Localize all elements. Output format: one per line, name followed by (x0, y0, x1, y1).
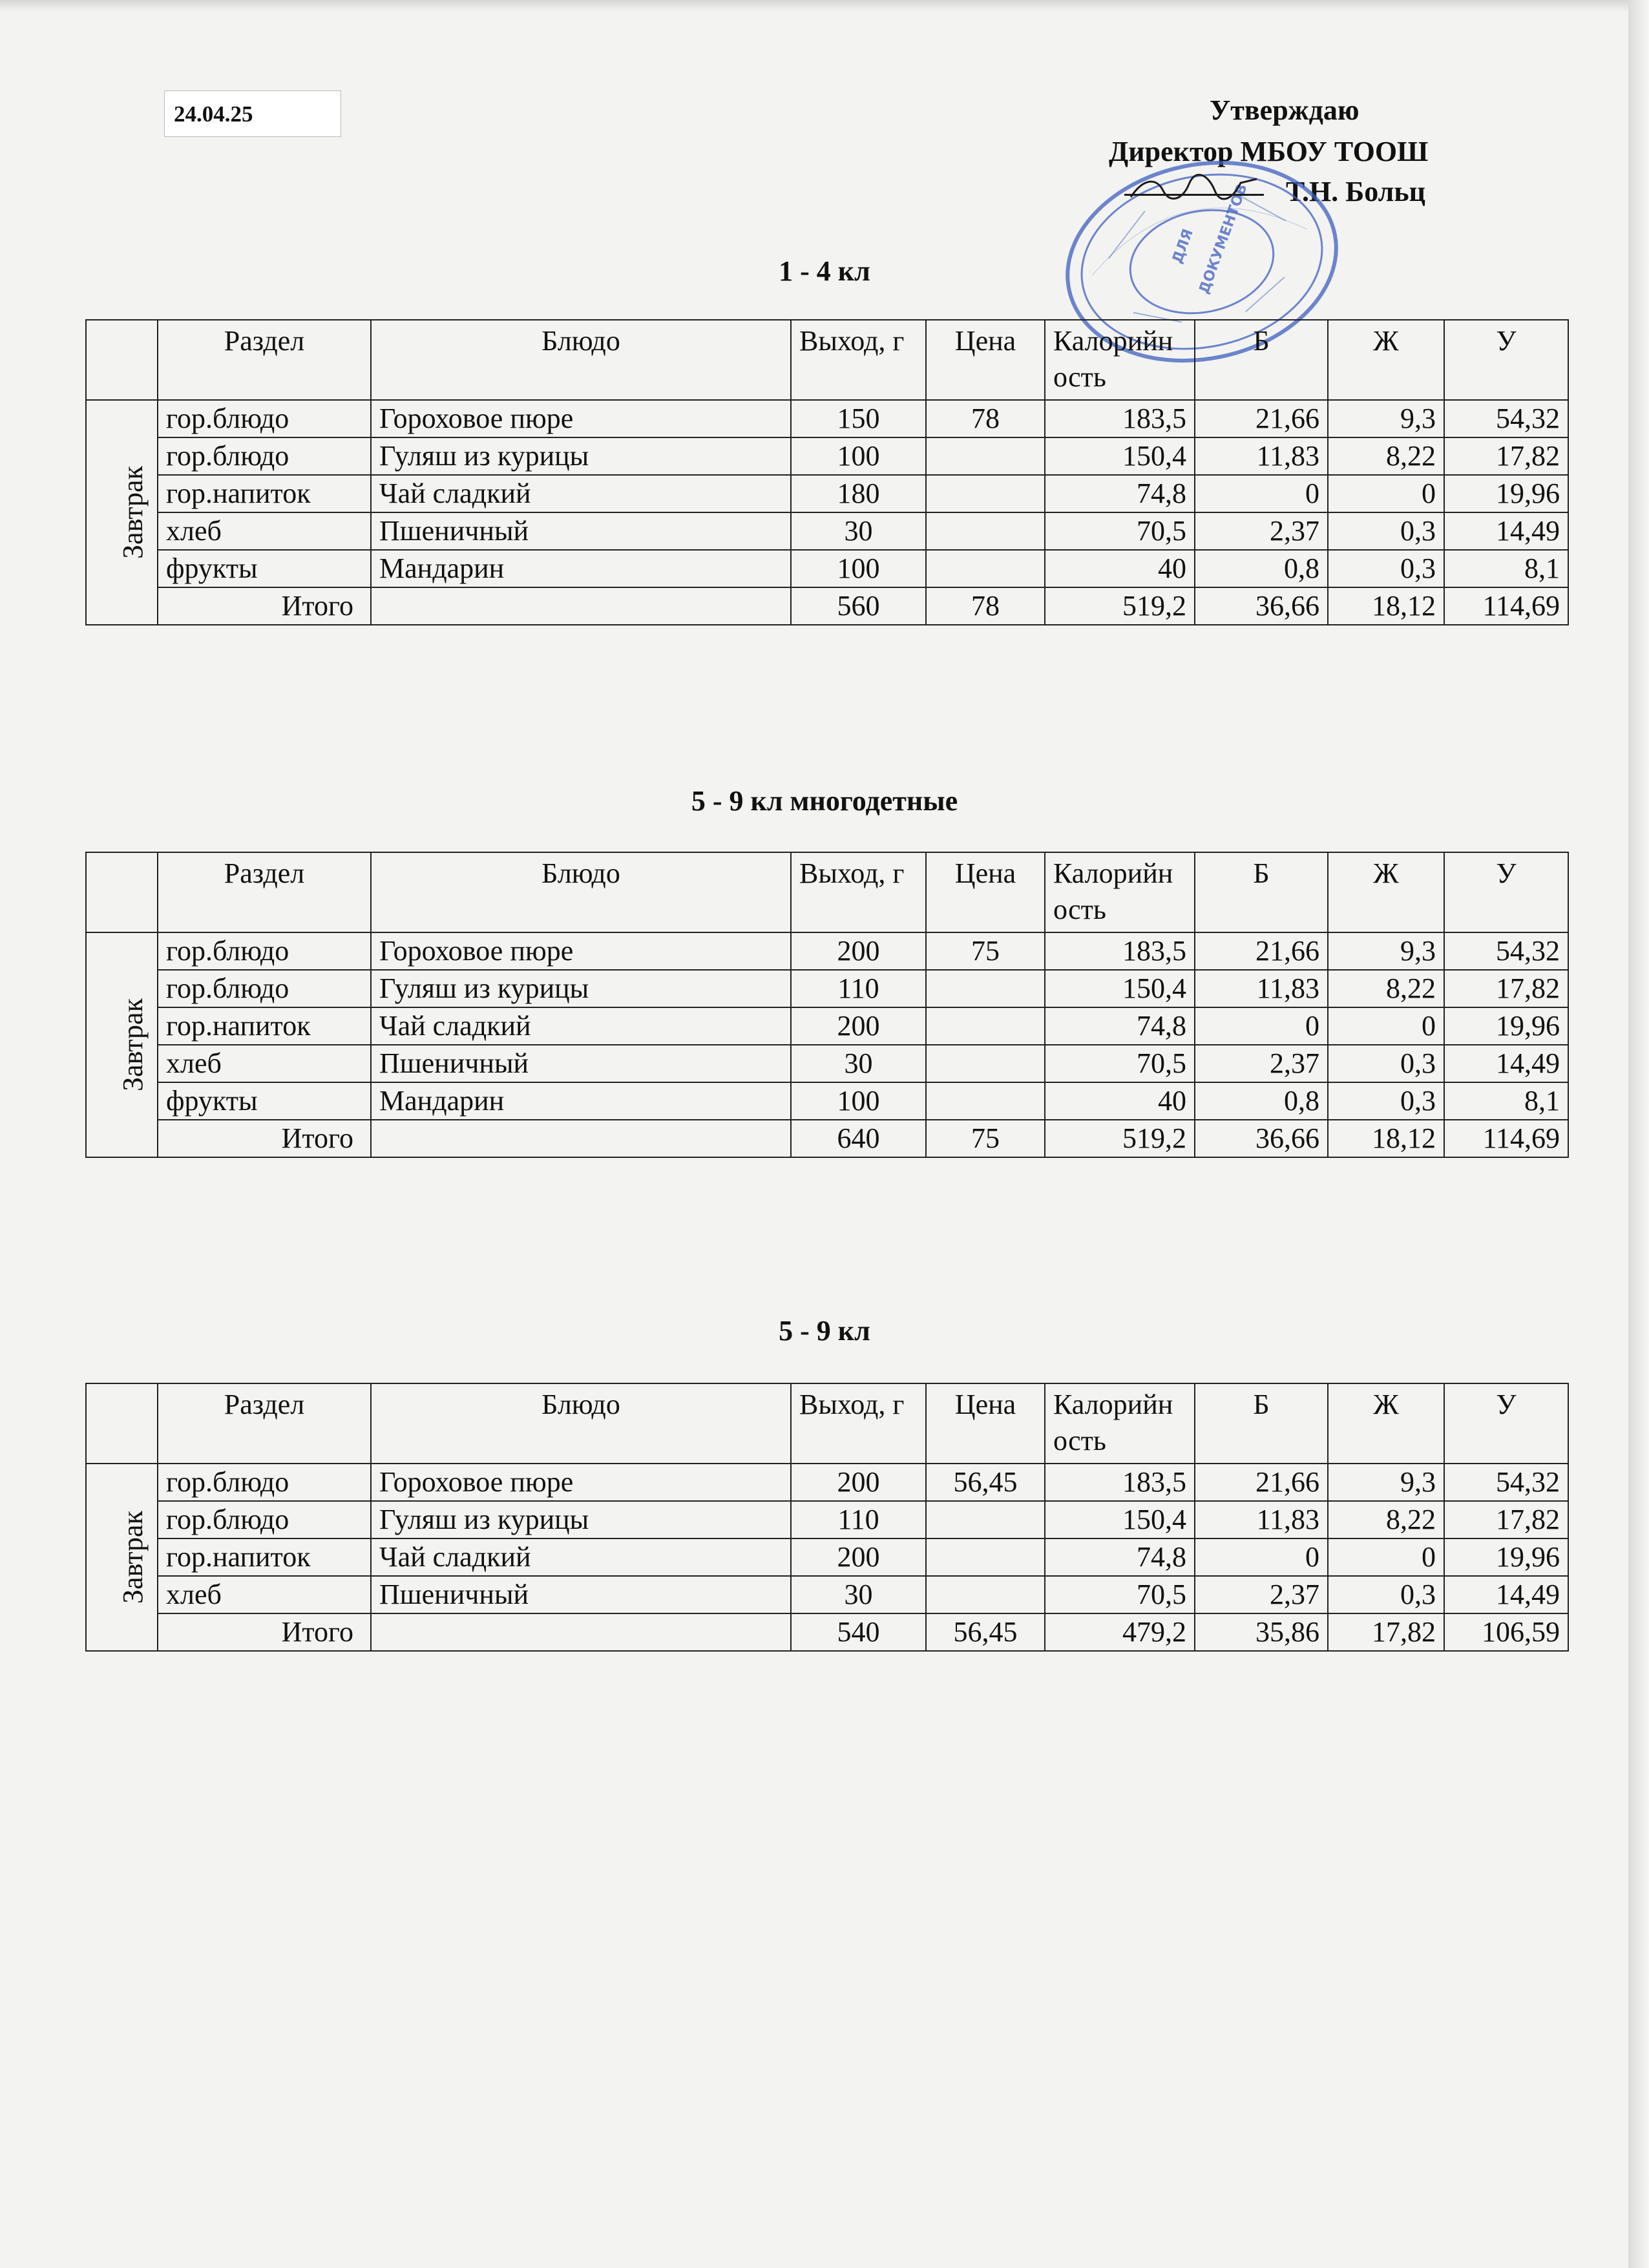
cell-calories: 74,8 (1045, 1007, 1195, 1045)
meal-label: Завтрак (86, 1464, 158, 1651)
table-2-title: 5 - 9 кл многодетные (691, 785, 958, 817)
cell-u: 8,1 (1444, 1082, 1568, 1120)
cell-b: 0 (1195, 475, 1328, 512)
table-row (86, 1082, 1568, 1120)
header-zh: Ж (1328, 1383, 1444, 1464)
header-blank (86, 320, 158, 400)
table-row (86, 1464, 1568, 1501)
cell-price: 56,45 (926, 1464, 1045, 1501)
total-u: 114,69 (1444, 587, 1568, 625)
total-row (86, 1613, 1568, 1651)
header-section: Раздел (158, 852, 371, 932)
table-row (86, 550, 1568, 587)
cell-calories: 74,8 (1045, 475, 1195, 512)
header-price: Цена (926, 320, 1045, 400)
date-box: 24.04.25 (164, 90, 341, 137)
header-dish: Блюдо (371, 1383, 791, 1464)
total-dish-blank (371, 587, 791, 625)
total-calories: 519,2 (1045, 1120, 1195, 1157)
cell-section: гор.блюдо (158, 932, 371, 970)
cell-b: 0 (1195, 1007, 1328, 1045)
cell-calories: 183,5 (1045, 400, 1195, 437)
cell-u: 14,49 (1444, 512, 1568, 550)
table-row (86, 1007, 1568, 1045)
cell-u: 17,82 (1444, 437, 1568, 475)
cell-calories: 70,5 (1045, 1045, 1195, 1082)
cell-yield: 110 (791, 970, 926, 1007)
cell-b: 11,83 (1195, 437, 1328, 475)
total-u: 114,69 (1444, 1120, 1568, 1157)
table-row (86, 1538, 1568, 1576)
cell-dish: Гороховое пюре (371, 400, 791, 437)
cell-zh: 0 (1328, 1538, 1444, 1576)
header-calories: Калорийность (1045, 852, 1195, 932)
cell-zh: 0,3 (1328, 1045, 1444, 1082)
cell-zh: 8,22 (1328, 1501, 1444, 1538)
cell-b: 21,66 (1195, 1464, 1328, 1501)
cell-section: гор.напиток (158, 475, 371, 512)
cell-section: гор.блюдо (158, 437, 371, 475)
cell-price: 78 (926, 400, 1045, 437)
cell-dish: Гуляш из курицы (371, 1501, 791, 1538)
approval-line-director: Директор МБОУ ТООШ (1109, 136, 1429, 167)
cell-zh: 0,3 (1328, 1082, 1444, 1120)
meal-label: Завтрак (86, 932, 158, 1157)
cell-b: 11,83 (1195, 970, 1328, 1007)
cell-dish: Пшеничный (371, 1576, 791, 1613)
cell-price (926, 1007, 1045, 1045)
cell-section: гор.блюдо (158, 1501, 371, 1538)
table-header-row (86, 852, 1568, 932)
cell-b: 21,66 (1195, 400, 1328, 437)
cell-dish: Гуляш из курицы (371, 970, 791, 1007)
total-zh: 18,12 (1328, 587, 1444, 625)
total-b: 36,66 (1195, 1120, 1328, 1157)
header-dish: Блюдо (371, 320, 791, 400)
paper-edge-top (0, 0, 1649, 12)
cell-yield: 100 (791, 437, 926, 475)
cell-section: фрукты (158, 550, 371, 587)
table-1-title: 1 - 4 кл (779, 255, 870, 287)
meal-label: Завтрак (86, 400, 158, 625)
cell-zh: 9,3 (1328, 400, 1444, 437)
cell-zh: 0 (1328, 475, 1444, 512)
cell-price (926, 1082, 1045, 1120)
cell-dish: Гороховое пюре (371, 1464, 791, 1501)
cell-zh: 0,3 (1328, 1576, 1444, 1613)
total-b: 36,66 (1195, 587, 1328, 625)
cell-price (926, 550, 1045, 587)
cell-u: 8,1 (1444, 550, 1568, 587)
total-yield: 560 (791, 587, 926, 625)
cell-u: 54,32 (1444, 1464, 1568, 1501)
cell-b: 11,83 (1195, 1501, 1328, 1538)
cell-zh: 8,22 (1328, 437, 1444, 475)
cell-u: 54,32 (1444, 932, 1568, 970)
cell-price (926, 1501, 1045, 1538)
menu-table-3 (85, 1383, 1569, 1652)
cell-price (926, 1538, 1045, 1576)
approval-line-approve: Утверждаю (1210, 94, 1360, 126)
cell-zh: 9,3 (1328, 1464, 1444, 1501)
cell-u: 17,82 (1444, 1501, 1568, 1538)
cell-zh: 9,3 (1328, 932, 1444, 970)
svg-text:ДОКУМЕНТОВ: ДОКУМЕНТОВ (1196, 182, 1251, 297)
total-calories: 519,2 (1045, 587, 1195, 625)
cell-section: гор.напиток (158, 1538, 371, 1576)
cell-calories: 183,5 (1045, 932, 1195, 970)
table-row (86, 475, 1568, 512)
table-row (86, 970, 1568, 1007)
total-dish-blank (371, 1613, 791, 1651)
cell-yield: 200 (791, 1007, 926, 1045)
cell-u: 19,96 (1444, 1007, 1568, 1045)
cell-yield: 150 (791, 400, 926, 437)
cell-zh: 8,22 (1328, 970, 1444, 1007)
header-section: Раздел (158, 1383, 371, 1464)
cell-b: 0 (1195, 1538, 1328, 1576)
cell-yield: 100 (791, 550, 926, 587)
total-price: 78 (926, 587, 1045, 625)
cell-b: 0,8 (1195, 1082, 1328, 1120)
cell-price: 75 (926, 932, 1045, 970)
total-yield: 540 (791, 1613, 926, 1651)
cell-dish: Пшеничный (371, 512, 791, 550)
cell-b: 0,8 (1195, 550, 1328, 587)
header-calories: Калорийность (1045, 1383, 1195, 1464)
cell-calories: 70,5 (1045, 512, 1195, 550)
cell-section: хлеб (158, 1576, 371, 1613)
cell-calories: 150,4 (1045, 1501, 1195, 1538)
cell-dish: Чай сладкий (371, 1538, 791, 1576)
header-yield: Выход, г (791, 852, 926, 932)
table-row (86, 1045, 1568, 1082)
cell-yield: 110 (791, 1501, 926, 1538)
header-u: У (1444, 852, 1568, 932)
signature-line (1124, 187, 1264, 196)
cell-u: 19,96 (1444, 475, 1568, 512)
cell-price (926, 1576, 1045, 1613)
table-row (86, 512, 1568, 550)
header-blank (86, 852, 158, 932)
cell-yield: 180 (791, 475, 926, 512)
total-label: Итого (158, 1120, 371, 1157)
cell-zh: 0 (1328, 1007, 1444, 1045)
cell-dish: Гороховое пюре (371, 932, 791, 970)
table-row (86, 932, 1568, 970)
cell-dish: Мандарин (371, 1082, 791, 1120)
header-dish: Блюдо (371, 852, 791, 932)
cell-dish: Мандарин (371, 550, 791, 587)
cell-zh: 0,3 (1328, 512, 1444, 550)
table-row (86, 1576, 1568, 1613)
cell-calories: 150,4 (1045, 437, 1195, 475)
total-zh: 18,12 (1328, 1120, 1444, 1157)
cell-dish: Чай сладкий (371, 1007, 791, 1045)
cell-yield: 200 (791, 932, 926, 970)
header-yield: Выход, г (791, 1383, 926, 1464)
cell-section: гор.напиток (158, 1007, 371, 1045)
cell-price (926, 437, 1045, 475)
cell-u: 17,82 (1444, 970, 1568, 1007)
cell-yield: 30 (791, 1576, 926, 1613)
cell-zh: 0,3 (1328, 550, 1444, 587)
table-row (86, 437, 1568, 475)
paper-edge-right (1628, 0, 1649, 2268)
cell-section: гор.блюдо (158, 970, 371, 1007)
cell-b: 2,37 (1195, 1576, 1328, 1613)
table-row (86, 400, 1568, 437)
cell-calories: 40 (1045, 550, 1195, 587)
cell-section: хлеб (158, 512, 371, 550)
menu-table-1 (85, 319, 1569, 625)
header-u: У (1444, 1383, 1568, 1464)
cell-yield: 30 (791, 512, 926, 550)
cell-u: 14,49 (1444, 1045, 1568, 1082)
cell-yield: 30 (791, 1045, 926, 1082)
cell-section: гор.блюдо (158, 1464, 371, 1501)
header-price: Цена (926, 1383, 1045, 1464)
header-calories: Калорийность (1045, 320, 1195, 400)
header-u: У (1444, 320, 1568, 400)
svg-text:ДЛЯ: ДЛЯ (1169, 227, 1197, 266)
cell-price (926, 970, 1045, 1007)
cell-yield: 200 (791, 1464, 926, 1501)
cell-dish: Пшеничный (371, 1045, 791, 1082)
cell-dish: Гуляш из курицы (371, 437, 791, 475)
total-label: Итого (158, 587, 371, 625)
cell-calories: 70,5 (1045, 1576, 1195, 1613)
cell-section: фрукты (158, 1082, 371, 1120)
total-calories: 479,2 (1045, 1613, 1195, 1651)
cell-yield: 100 (791, 1082, 926, 1120)
cell-u: 54,32 (1444, 400, 1568, 437)
cell-section: гор.блюдо (158, 400, 371, 437)
cell-u: 19,96 (1444, 1538, 1568, 1576)
header-b: Б (1195, 320, 1328, 400)
table-row (86, 1501, 1568, 1538)
cell-calories: 150,4 (1045, 970, 1195, 1007)
header-zh: Ж (1328, 852, 1444, 932)
menu-table-2 (85, 852, 1569, 1158)
total-row (86, 587, 1568, 625)
cell-yield: 200 (791, 1538, 926, 1576)
total-row (86, 1120, 1568, 1157)
table-header-row (86, 1383, 1568, 1464)
header-price: Цена (926, 852, 1045, 932)
header-yield: Выход, г (791, 320, 926, 400)
total-dish-blank (371, 1120, 791, 1157)
header-b: Б (1195, 1383, 1328, 1464)
header-section: Раздел (158, 320, 371, 400)
cell-section: хлеб (158, 1045, 371, 1082)
table-3-title: 5 - 9 кл (779, 1315, 870, 1347)
header-b: Б (1195, 852, 1328, 932)
header-blank (86, 1383, 158, 1464)
cell-price (926, 512, 1045, 550)
total-zh: 17,82 (1328, 1613, 1444, 1651)
cell-u: 14,49 (1444, 1576, 1568, 1613)
cell-b: 21,66 (1195, 932, 1328, 970)
total-u: 106,59 (1444, 1613, 1568, 1651)
cell-calories: 183,5 (1045, 1464, 1195, 1501)
table-header-row (86, 320, 1568, 400)
total-label: Итого (158, 1613, 371, 1651)
total-price: 56,45 (926, 1613, 1045, 1651)
cell-dish: Чай сладкий (371, 475, 791, 512)
total-yield: 640 (791, 1120, 926, 1157)
header-zh: Ж (1328, 320, 1444, 400)
approval-line-name: Т.Н. Больц (1286, 176, 1425, 207)
total-b: 35,86 (1195, 1613, 1328, 1651)
cell-price (926, 475, 1045, 512)
cell-b: 2,37 (1195, 1045, 1328, 1082)
total-price: 75 (926, 1120, 1045, 1157)
cell-calories: 40 (1045, 1082, 1195, 1120)
cell-calories: 74,8 (1045, 1538, 1195, 1576)
cell-b: 2,37 (1195, 512, 1328, 550)
cell-price (926, 1045, 1045, 1082)
